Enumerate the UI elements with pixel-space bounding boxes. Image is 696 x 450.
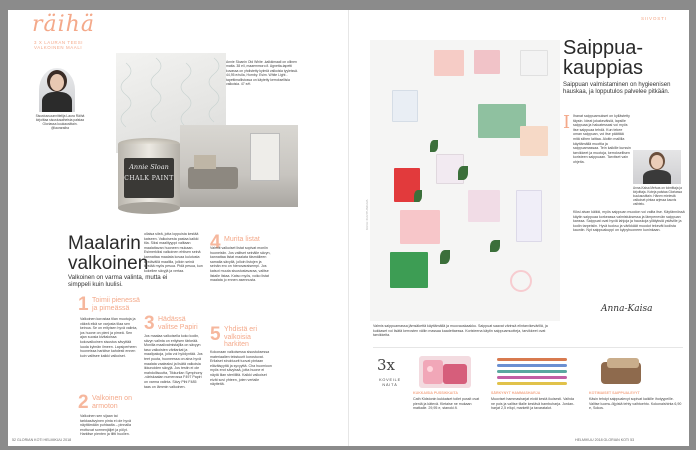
- column-2-text: ollaisa sileä, jotta loppuista kestää katseen. Valkoisesta pastaa kaikki tila. Siksi maalityyppi valitaan maalattavan huoneen mukaan. Esimerkiksi valkoinen ehtisen seinä kannattaa maalata kovaa kulutusta kestävällä maalilla, jolloin seinä kestää myös pesua. Pidä pesua, kun kokeilee sävyjä ja vertaa.: [144, 232, 203, 273]
- can-brand: Annie Sloan: [129, 163, 169, 171]
- drop-cap: I: [563, 112, 571, 133]
- product-2-image: [497, 356, 567, 388]
- paint-can: [118, 138, 180, 212]
- section-subtitle: 3 X LAURAN TEESI VALKOINEN MAALI: [34, 40, 84, 51]
- right-body-text: Ihanat saippuamukset on kyllästetty täysin. Ideat jokakeväisiä, lapsille saippuaa ja haluatessasi voi myös itse saippuaa tehdä. Kun tekee oman saippuan, voi itse päättää mitä siihen laittaa. Aloitin mallilla käyttämällä muottia ja saippuamassaa. Tein kaikille kurssin tarvikkeet ja muotoja, kerroksellisen koristeen saippuaan. Tarvitset vain ohjeita.: [573, 114, 631, 164]
- product-2-text: Muoviset hammasharjat eivät kestä ikuisesti. Vaihda ne pois ja valitse tilalle kestävä bambuharja. Jordan-harjat 2,5 e/kpl, marketit ja tavaratalot.: [491, 397, 575, 411]
- author-portrait: [39, 68, 75, 112]
- products-heading: 3x: [377, 356, 396, 374]
- tip-1-title: Toimii pienessä ja pimeässä: [92, 297, 140, 312]
- products-subheading: KOVEILE NÄITÄ: [379, 378, 401, 387]
- author-caption: Anna-Kaisa Melvas on toimittaja ja kirjoittaja. Koteja palstaa Gloriassa kuukausittain. Hänen mielestä valkoiset pintaa arjessa kaunis vaihtelu.: [633, 186, 682, 206]
- column-3-text: Valmiit valkoiset listat sopivat moniin huoneisiin. Jos valitset seinälle sävyn, kannattaa listat maalata täsmälleen samalla sävyllä, jolloin listojen ja seinän ero on hienovaraisempi. Jos katsot muuta sisustustavaraa, valitse listalle listaa. Katso myös, voiko listat maalata jo ennen asennusta.: [210, 246, 271, 283]
- column-3b-text: Kokonaan valkoisessa sisustuksessa materiaalien tekstuurit korostuvat. Erilaiset struktuurit tuovat pintaan eläväisyyttä ja syvyyttä. Cha huomioon myös erot sävyissä, jotta huone ei näytä liian steriililtä. Kaikki valkoiset eivät sovi yhteen, joten vertaile näytteitä.: [210, 350, 272, 387]
- article-subtitle-right: Saippuan valmistaminen on hygieenisen hauskaa, ja lopputulos palvelee pitkään.: [563, 82, 671, 96]
- product-1-text: Cath Kidstonin kukkaiset toilet pussit ovat pieniä ja kätevä. Kietaise ne mukaan matkalle. 29,95 e, stanoki.fi.: [413, 397, 480, 411]
- tip-3-number: 3: [144, 313, 155, 334]
- product-2-name: SÄRKYNYT HAMMASHARJA: [491, 391, 541, 395]
- tip-2-number: 2: [78, 392, 89, 413]
- column-2b-text: Jos maalaa valkoisella koko kodin, sävyn valinta on erityisen tärkeää. Monilla maalivalmistajilla on sävyyn taso valkoisten väritarkat ja maalipakoja, joita voi hyödyntää. Jos teet puuta, huoneessa on aina hyvä maalata vaaleaksi ja lisätä valkoisia ikkunoiden sävyjä. Jos testin ei ole mahdollisuutta, Tikkurilan Symphony -väriskaalan numerossa F497 Papiri on varma valinta. Sävy Pihl F485 taas on lämmin valkoinen.: [144, 334, 203, 389]
- tip-4-number: 4: [210, 232, 221, 253]
- article-title-right: Saippua-kauppias: [563, 37, 644, 79]
- photo-caption: Annie Sloanin Old White -kalkkimaali on ollinen matta. 38 e/l, maaemmoro.fi. Agnetta-tapetti kuvassa on yhdistetty kylmiä valkoisia tyyleissä. 44,95 e/rulla, Hornby. Esim. White Light -tapettimallistossa on käytetty kerroksellisia valkoisia. 47 e/rl.: [226, 60, 298, 87]
- tip-3-title: Hädässä valitse Papiri: [158, 316, 198, 331]
- section-label: SIIVOSTI: [641, 16, 667, 21]
- tip-5-number: 5: [210, 324, 221, 345]
- left-page: [8, 10, 348, 446]
- room-photo: [180, 125, 298, 207]
- author-signature: Anna-Kaisa: [601, 304, 653, 314]
- article-subtitle: Valkoinen on varma valinta, mutta ei simppeli kuin luulisi.: [68, 274, 168, 289]
- photo-credit: KUVA: KUVITUSKUVA: [365, 199, 369, 230]
- can-label: CHALK PAINT: [124, 175, 174, 182]
- tip-4-title: Murita listat: [224, 236, 260, 243]
- section-title: räihä: [32, 12, 95, 37]
- product-3-image: [597, 356, 647, 388]
- left-footer: 52 GLORIAN KOTI HELMIKUU 2018: [12, 438, 72, 442]
- tip-5-title: Yhdistä eri valkoisia harkiten: [224, 326, 258, 349]
- tip-2-title: Valkoinen on armoton: [92, 395, 132, 410]
- right-page: [349, 10, 689, 446]
- column-1-text: Valkoinen korostaa tilan muotoja ja väkeä eikä se varjosta tilaa sen keinoa. Se on erityisen hyvä valinta, jos huone on pieni ja pimeä. Sen ajan suosia kivitaloissa kokovalkoinen sisustus sävyttää luoda kylmän ilmeen. Lapsiperheen huoneissa harkitse kahdesti ennen kuin valitsee kaikki valkoiset.: [80, 317, 138, 358]
- soap-photo: [370, 40, 560, 321]
- product-1-name: KUKKAISIA PUSSIKKAITA: [413, 391, 458, 395]
- article-title: Maalarin valkoinen: [68, 233, 149, 274]
- product-1-image: [419, 356, 471, 388]
- tip-1-number: 1: [78, 294, 89, 315]
- soap-photo-caption: Valmis saippuamassa jämsäkettä käyttämällä ja muovauskaakku. Saippuat saavat värinsä elintarvikevärillä, ja kukkaset voi lisätä kerrosten väliin massaa kaadettaessa. Koristeena käytin saippuamuotteja, tarvikkeet ovat tarvikkeita.: [373, 324, 548, 338]
- right-footer: HELMIKUU 2018 GLORIAN KOTI 53: [575, 438, 635, 442]
- column-1b-text: Valkoinen sen sijaan tai tarkkasävyinen pinta ei ole hyvä näyttämään puhtaalta – pinnalla erottuvat sormenjäljet ja pölyt. Harkitse pienten ja tiltti huolien.: [80, 414, 131, 436]
- author-photo: [633, 150, 681, 184]
- product-3-name: KOTIMAISET SAIPPUALEVYT: [589, 391, 640, 395]
- portrait-caption: Sisustussuunnittelija Laura Räihä kirjoittaa sisustusaiheista palstaa Gloriassa kuukausittain. @lauraraiha: [35, 114, 85, 131]
- divider: [373, 347, 683, 348]
- product-3-text: Käsin tehdyt saippualevyt sopivat kaikille ihotyypeille. Valitse luomu-öljyistä tehty vaihtoehto. Kokonaishinta 6,90 e, Sokos.: [589, 397, 682, 411]
- right-body-text-2: Kiksi aivan käikki, myös saippuan muodon voi valita itse. Käytännössä käytin saippuaa korkeassa valmistuksessa ja lämpenevän saippuan kanssa. Saippuat ovat hyviä lahjoja ja hauskoja yllätyksiä ystäville ja kodin tarpeisiin. Hyvä tuoksu ja värikkäät muodot tekevät kodista kauniin. Nyt saippuakuppi on kylpyhuoneen kuninkaan.: [573, 210, 685, 233]
